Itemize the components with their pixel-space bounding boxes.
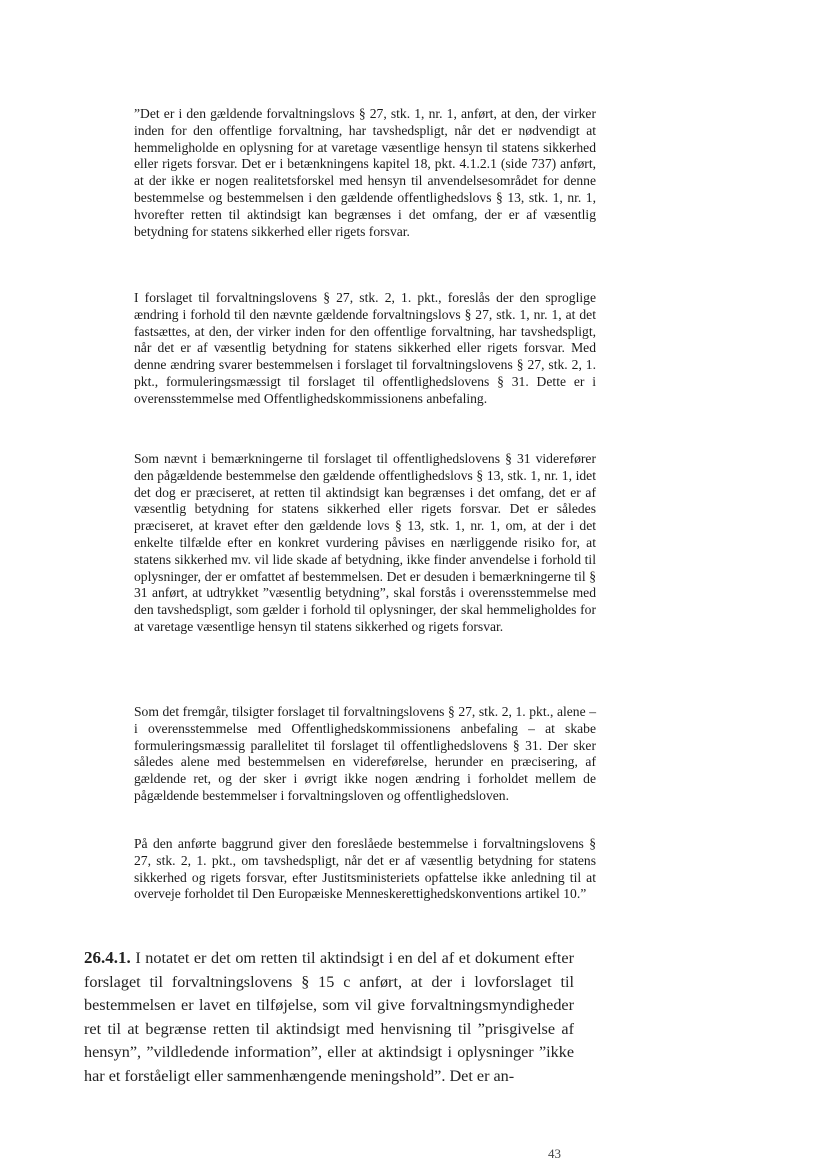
quote-paragraph: Som nævnt i bemærkningerne til forslaget til offentlighedslovens § 31 viderefører den pågældende bestemmelse den gældende offentlighedslovs § 13, stk. 1, nr. 1, idet det dog er præciseret, at retten til aktindsigt kan begrænses i det omfang, det er af væsentlig betydning for statens sikkerhed eller rigets forsvar. Det er således præciseret, at kravet efter den gældende lovs § 13, stk. 1, nr. 1, om, at der i det enkelte tilfælde efter en konkret vurdering påvises en nærliggende risiko for, at statens sikkerhed mv. vil lide skade af betydning, ikke finder anvendelse i forhold til oplysninger, der er omfattet af bestemmelsen. Det er desuden i bemærkningerne til § 31 anført, at udtrykket ”væsentlig betydning”, skal forstås i overensstemmelse med den tavshedspligt, som gælder i forhold til oplysninger, der skal hemmeligholdes for at varetage væsentlige hensyn til statens sikkerhed og rigets forsvar. [134,451,596,634]
page-number: 43 [548,1146,561,1161]
quote-paragraph: ”Det er i den gældende forvaltningslovs § 27, stk. 1, nr. 1, anført, at den, der virker inden for den offentlige forvaltning, har tavshedspligt, når det er nødvendigt at hemmeligholde en oplysning for at varetage væsentlige hensyn til statens sikkerhed eller rigets forsvar. Det er i betænkningens kapitel 18, pkt. 4.1.2.1 (side 737) anført, at der ikke er nogen realitetsforskel med hensyn til anvendelsesområdet for denne bestemmelse og bestemmelsen i den gældende offentlighedslovs § 13, stk. 1, nr. 1, hvorefter retten til aktindsigt kan begrænses i det omfang, der er af væsentlig betydning for statens sikkerhed eller rigets forsvar. [134,106,596,239]
section-paragraph [84,946,574,1088]
section-text: I notatet er det om retten til aktindsigt i en del af et dokument efter forslaget til forvaltningslovens § 15 c anført, at der i lovforslaget til bestemmelsen er lavet en tilføjelse, som vil give forvaltningsmyndigheder ret til at begrænse retten til aktindsigt med henvisning til ”prisgivelse af hensyn”, ”vildledende information”, eller at aktindsigt i oplysninger ”ikke har et forståeligt eller sammenhængende meningshold”. Det er an- [84,949,574,1085]
quote-paragraph: Som det fremgår, tilsigter forslaget til forvaltningslovens § 27, stk. 2, 1. pkt., alene – i overensstemmelse med Offentlighedskommissionens anbefaling – at skabe formuleringsmæssig parallelitet til forslaget til offentlighedslovens § 31. Der sker således alene med bestemmelsen en videreførelse, herunder en præcisering, af gældende ret, og der sker i øvrigt ikke nogen ændring i forholdet mellem de pågældende bestemmelser i forvaltningsloven og offentlighedsloven. [134,704,596,803]
quote-paragraph: På den anførte baggrund giver den foreslåede bestemmelse i forvaltningslovens § 27, stk. 2, 1. pkt., om tavshedspligt, når det er af væsentlig betydning for statens sikkerhed og rigets forsvar, efter Justitsministeriets opfattelse ikke anledning til at overveje forholdet til Den Europæiske Menneskerettighedskonventions artikel 10.” [134,836,596,902]
quote-paragraph: I forslaget til forvaltningslovens § 27, stk. 2, 1. pkt., foreslås der den sproglige ændring i forhold til den nævnte gældende forvaltningslovs § 27, stk. 1, nr. 1, at det fastsættes, at den, der virker inden for den offentlige forvaltning, har tavshedspligt, når det er af væsentlig betydning for statens sikkerhed eller rigets forsvar. Med denne ændring svarer bestemmelsen i forslaget til forvaltningslovens § 27, stk. 2, 1. pkt., formuleringsmæssigt til forslaget til offentlighedslovens § 31. Dette er i overensstemmelse med Offentlighedskommissionens anbefaling. [134,290,596,406]
section-number: 26.4.1. [84,948,131,967]
